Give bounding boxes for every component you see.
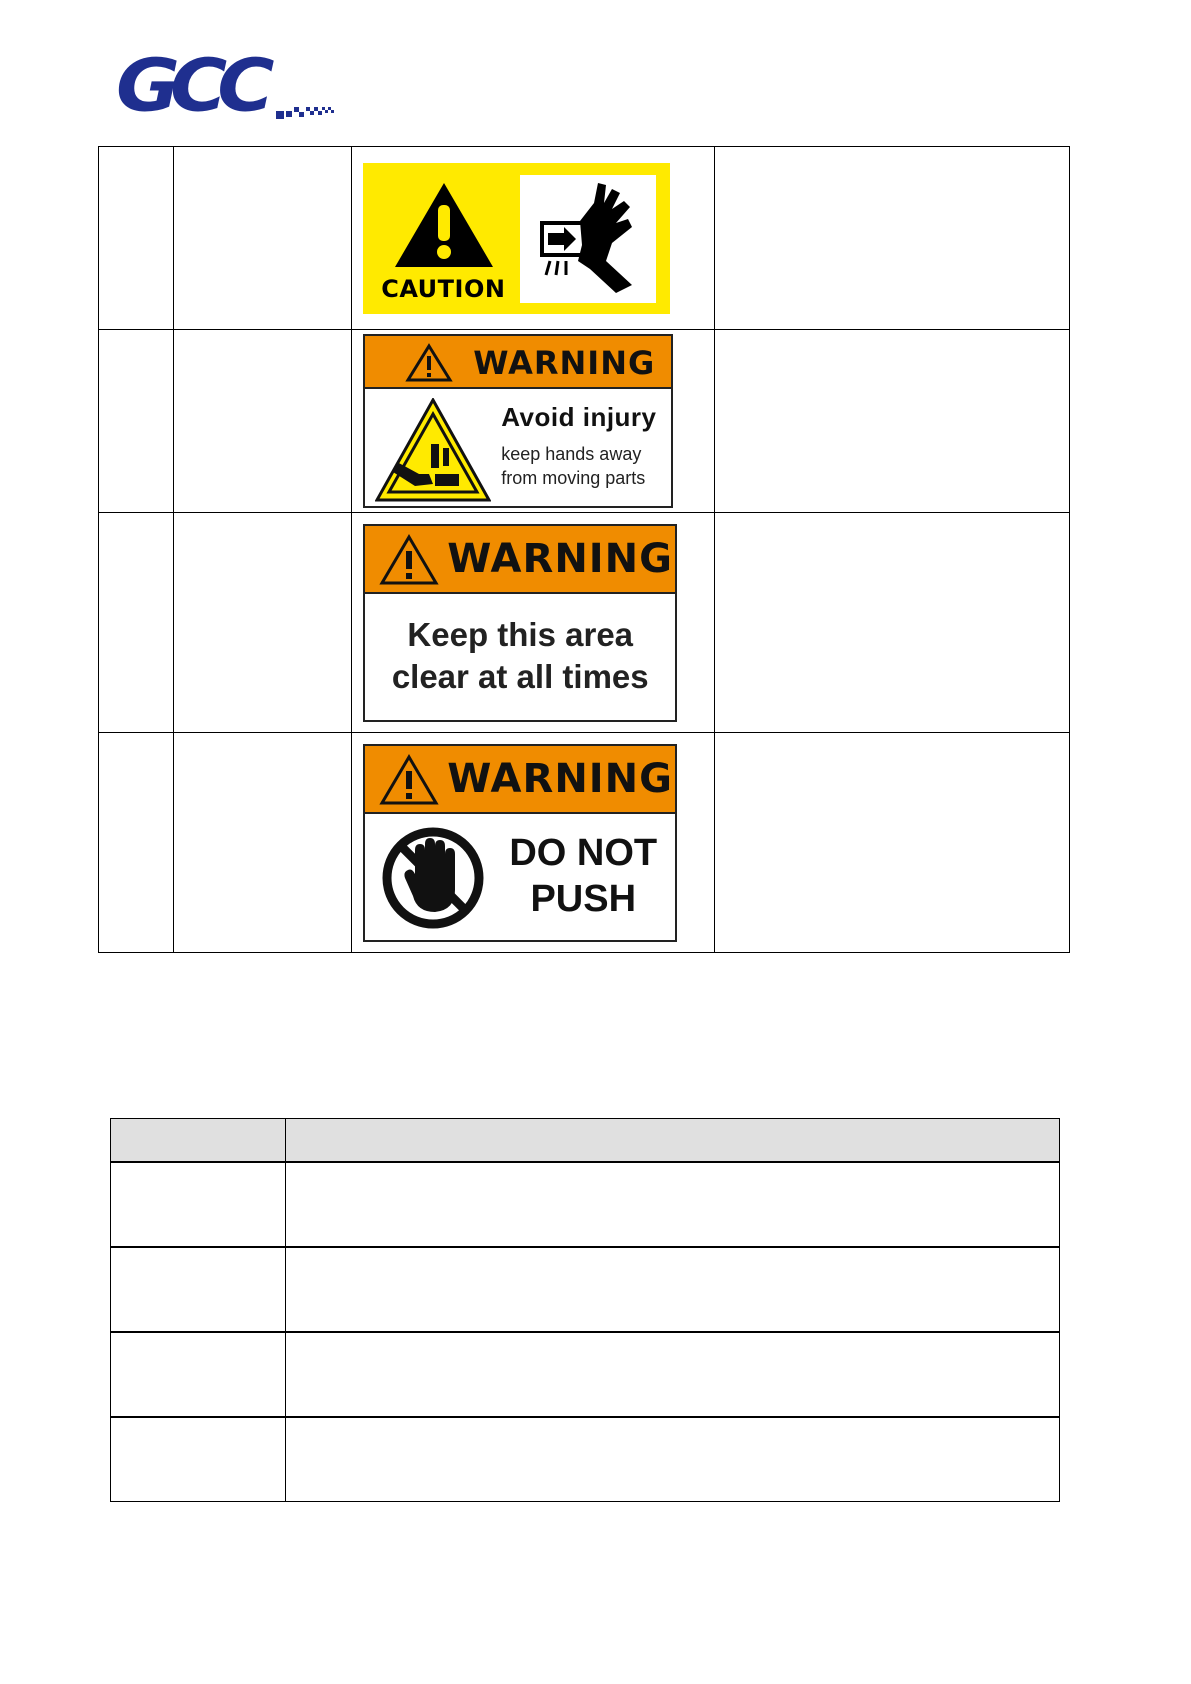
warning-subtext-line: from moving parts — [501, 468, 646, 488]
safety-labels-table — [98, 146, 1070, 953]
warning-triangle-icon — [393, 181, 495, 269]
table-row — [111, 1162, 1060, 1247]
table-cell — [352, 513, 714, 733]
caution-sign — [363, 163, 670, 314]
logo-text: GCC — [116, 45, 265, 128]
warning-message-line: DO NOT — [509, 831, 658, 874]
warning-message-line: PUSH — [530, 877, 637, 920]
no-push-hand-icon — [381, 826, 485, 930]
caution-title: CAUTION — [381, 274, 506, 303]
warning-message-line: Keep this area — [407, 615, 634, 653]
table-header-row — [111, 1119, 1060, 1163]
warning-triangle-icon — [405, 343, 453, 383]
table-cell — [286, 1332, 1060, 1417]
warning-subtext-line: keep hands away — [501, 444, 642, 464]
table-cell — [174, 147, 352, 330]
table-header-cell — [286, 1119, 1060, 1163]
warning-title: WARNING — [447, 755, 673, 802]
warning-headline: Avoid injury — [501, 402, 657, 432]
warning-triangle-icon — [379, 534, 439, 586]
logo-checker-icon — [276, 99, 336, 121]
table-cell — [352, 733, 714, 953]
table-cell — [99, 330, 174, 513]
table-cell — [352, 330, 714, 513]
table-row — [111, 1247, 1060, 1332]
gcc-logo — [116, 45, 336, 128]
hand-crush-icon — [520, 175, 656, 303]
table-cell — [111, 1162, 286, 1247]
warning-header — [365, 526, 675, 594]
table-cell — [286, 1417, 1060, 1502]
warning-sign-push — [363, 744, 677, 942]
table-cell — [352, 147, 714, 330]
warning-header — [365, 336, 671, 389]
table-header-cell — [111, 1119, 286, 1163]
table-row — [99, 147, 1070, 330]
table-cell — [99, 733, 174, 953]
table-cell — [714, 147, 1069, 330]
table-cell — [99, 513, 174, 733]
table-cell — [714, 513, 1069, 733]
table-cell — [99, 147, 174, 330]
table-cell — [111, 1332, 286, 1417]
warning-message — [365, 614, 675, 698]
warning-sign-area — [363, 524, 677, 722]
warning-message-line: clear at all times — [391, 657, 649, 695]
table-cell — [286, 1162, 1060, 1247]
table-cell — [286, 1247, 1060, 1332]
warning-triangle-icon — [379, 754, 439, 806]
table-row — [111, 1332, 1060, 1417]
hand-injury-triangle-icon — [375, 398, 491, 502]
table-cell — [174, 733, 352, 953]
warning-sign-hands — [363, 334, 673, 508]
table-cell — [111, 1247, 286, 1332]
warning-message — [503, 830, 663, 922]
warning-subtext — [501, 442, 645, 490]
table-cell — [174, 513, 352, 733]
caution-pictogram — [520, 175, 656, 303]
table-cell — [714, 733, 1069, 953]
table-cell — [714, 330, 1069, 513]
warning-title: WARNING — [473, 344, 656, 382]
table-row — [99, 330, 1070, 513]
table-cell — [174, 330, 352, 513]
warning-title: WARNING — [447, 535, 673, 582]
table-cell — [111, 1417, 286, 1502]
specification-table — [110, 1118, 1060, 1502]
warning-header — [365, 746, 675, 814]
table-row — [99, 513, 1070, 733]
table-row — [111, 1417, 1060, 1502]
table-row — [99, 733, 1070, 953]
